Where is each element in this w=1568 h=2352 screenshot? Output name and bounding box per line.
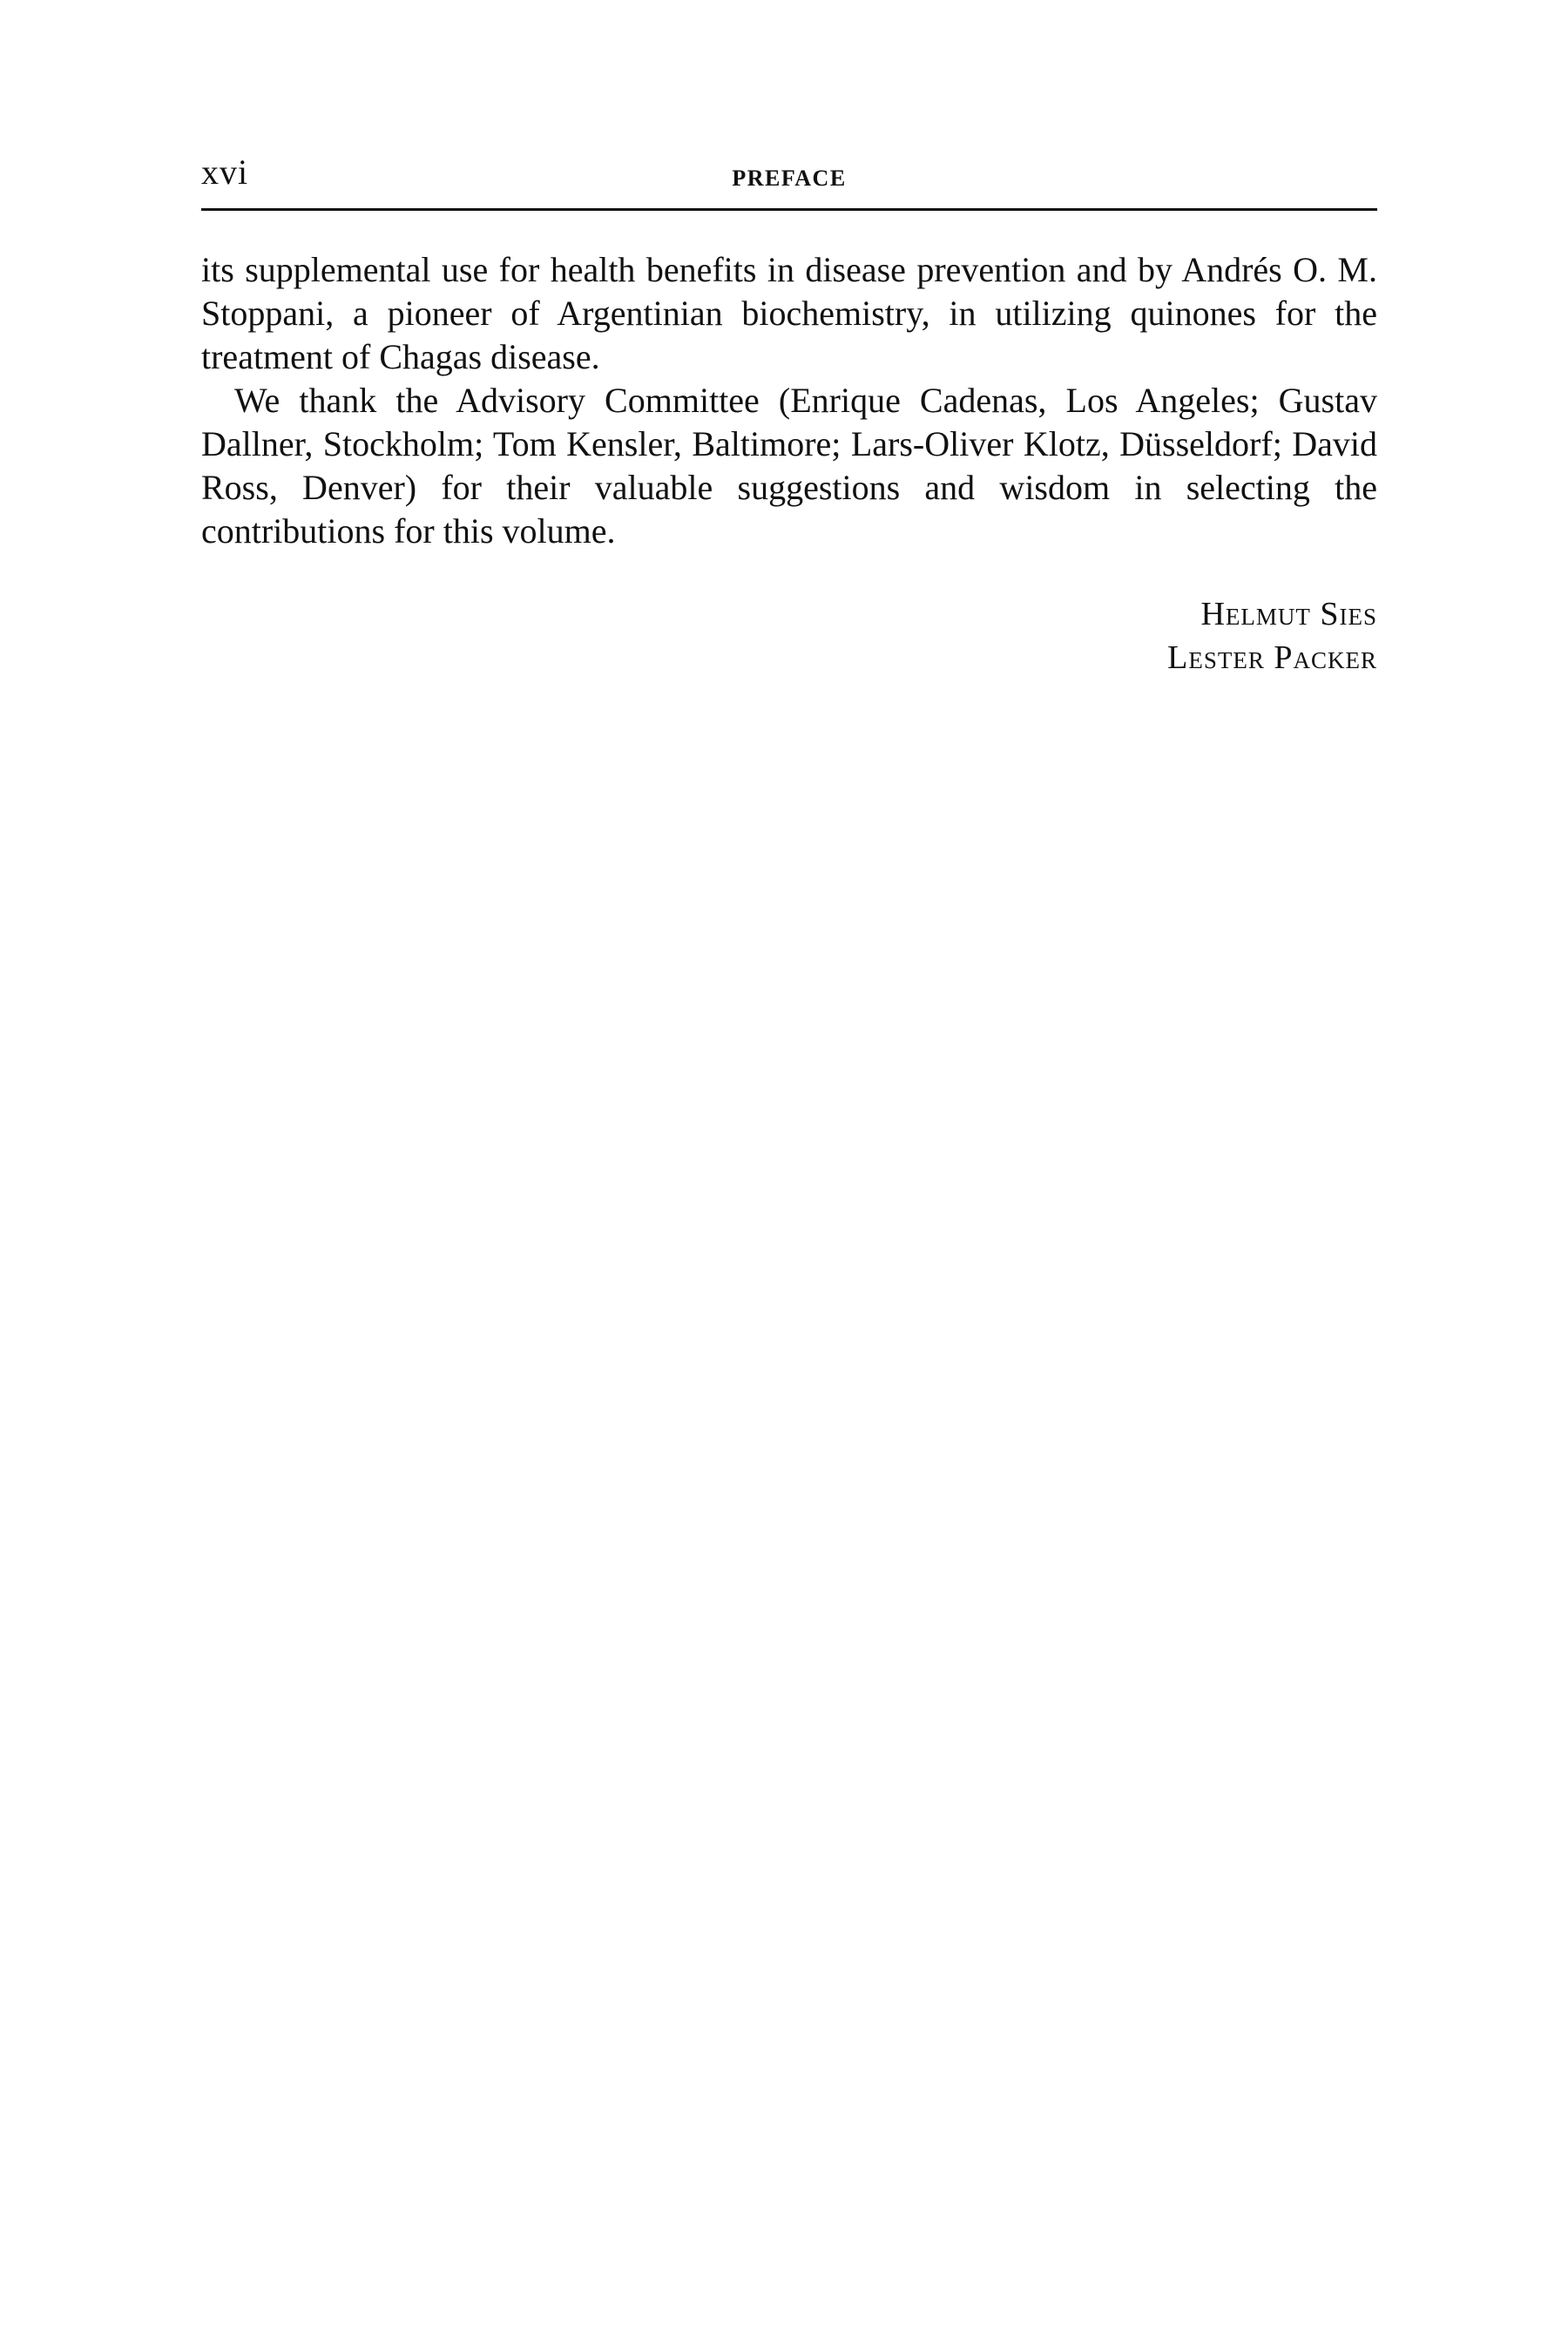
page-header (201, 153, 1377, 211)
signature-block (1167, 592, 1377, 679)
signature-author: Lester Packer (1167, 639, 1377, 676)
paragraph-acknowledgements: We thank the Advisory Committee (Enrique Cadenas, Los Angeles; Gustav Dallner, Stockholm; Tom Kensler, Baltimore; Lars-Oliver Klotz, Düsseldorf; David Ross, Denver) for their valuable suggestions and wisdom in selecting the contributions for this volume. (201, 381, 1377, 551)
running-head: PREFACE (732, 166, 847, 191)
body-text (201, 248, 1377, 553)
paragraph-continued: its supplemental use for health benefits in disease prevention and by Andrés O. M. Stoppani, a pioneer of Argentinian biochemistry, in utilizing quinones for the treatment of Chagas disease. (201, 250, 1377, 376)
page-number: xvi (201, 152, 249, 192)
signature-author: Helmut Sies (1200, 596, 1377, 632)
